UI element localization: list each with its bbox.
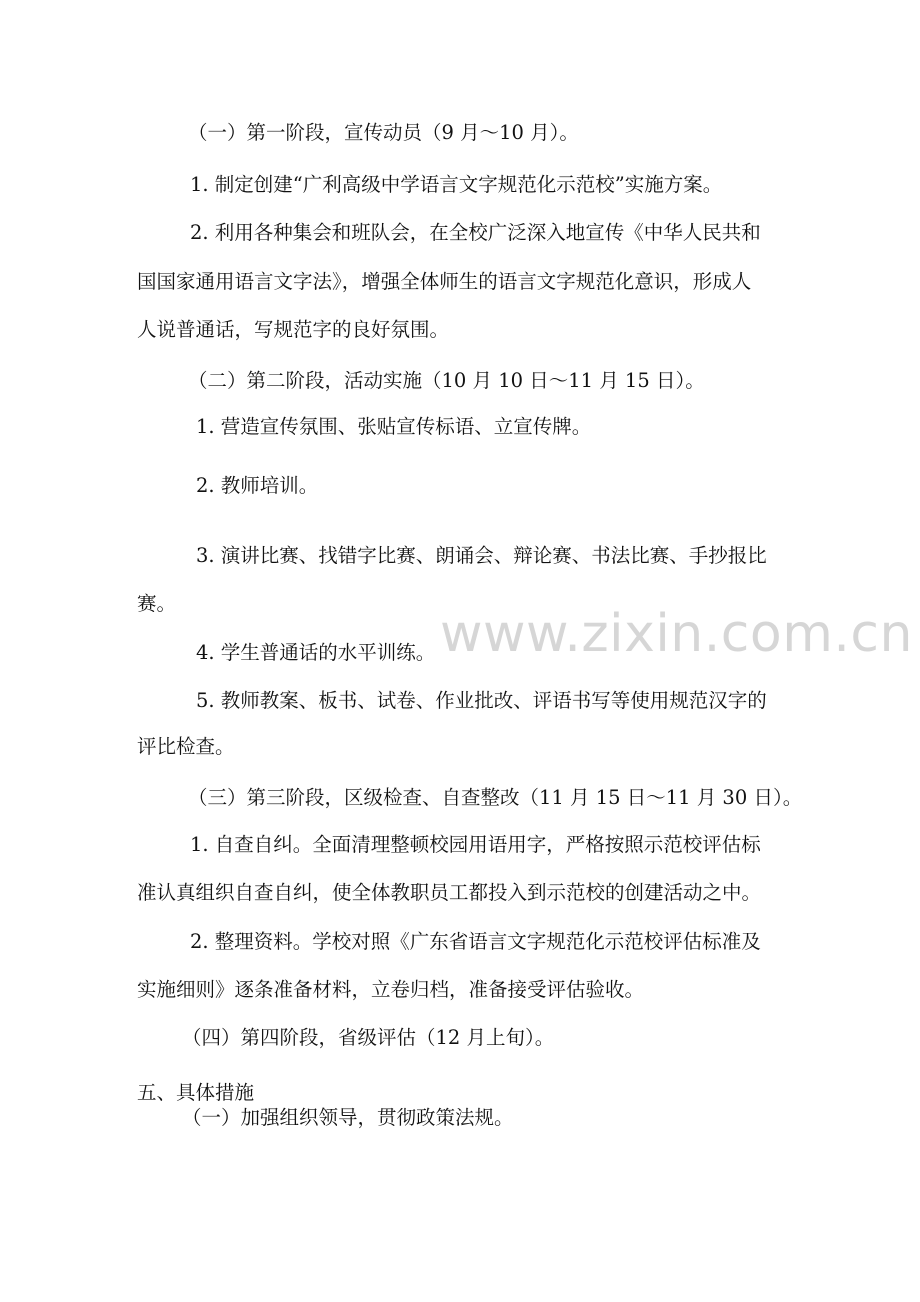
section-5-item-1: （一）加强组织领导，贯彻政策法规。: [182, 1106, 514, 1129]
stage-3-item-1-line-1: 1. 自查自纠。全面清理整顿校园用语用字，严格按照示范校评估标: [190, 833, 761, 856]
stage-2-item-4: 4. 学生普通话的水平训练。: [196, 641, 436, 664]
stage-1-item-1: 1. 制定创建“广利高级中学语言文字规范化示范校”实施方案。: [190, 173, 723, 196]
stage-3-item-2-line-1: 2. 整理资料。学校对照《广东省语言文字规范化示范校评估标准及: [190, 930, 761, 953]
stage-2-item-5-line-1: 5. 教师教案、板书、试卷、作业批改、评语书写等使用规范汉字的: [196, 689, 767, 712]
section-stage-2-heading: （二）第二阶段，活动实施（10 月 10 日～11 月 15 日）。: [188, 369, 705, 392]
stage-2-item-5-line-2: 评比检查。: [137, 735, 235, 758]
section-stage-3-heading: （三）第三阶段，区级检查、自查整改（11 月 15 日～11 月 30 日）。: [188, 786, 803, 809]
stage-1-item-2-line-2: 国国家通用语言文字法》，增强全体师生的语言文字规范化意识，形成人: [137, 270, 752, 293]
stage-3-item-1-line-2: 准认真组织自查自纠，使全体教职员工都投入到示范校的创建活动之中。: [137, 881, 762, 904]
stage-2-item-3-line-2: 赛。: [137, 592, 177, 615]
stage-2-item-3-line-1: 3. 演讲比赛、找错字比赛、朗诵会、辩论赛、书法比赛、手抄报比: [196, 544, 767, 567]
section-stage-1-heading: （一）第一阶段，宣传动员（9 月～10 月）。: [188, 121, 579, 144]
stage-3-item-2-line-2: 实施细则》逐条准备材料，立卷归档，准备接受评估验收。: [137, 978, 645, 1001]
watermark: www.zixin.com.cn: [440, 604, 913, 664]
stage-1-item-2-line-3: 人说普通话，写规范字的良好氛围。: [137, 318, 450, 341]
section-stage-4-heading: （四）第四阶段，省级评估（12 月上旬）。: [182, 1026, 555, 1049]
section-5-heading: 五、具体措施: [137, 1081, 255, 1104]
stage-2-item-1: 1. 营造宣传氛围、张贴宣传标语、立宣传牌。: [196, 415, 592, 438]
stage-1-item-2-line-1: 2. 利用各种集会和班队会，在全校广泛深入地宣传《中华人民共和: [190, 221, 761, 244]
stage-2-item-2: 2. 教师培训。: [196, 474, 319, 497]
